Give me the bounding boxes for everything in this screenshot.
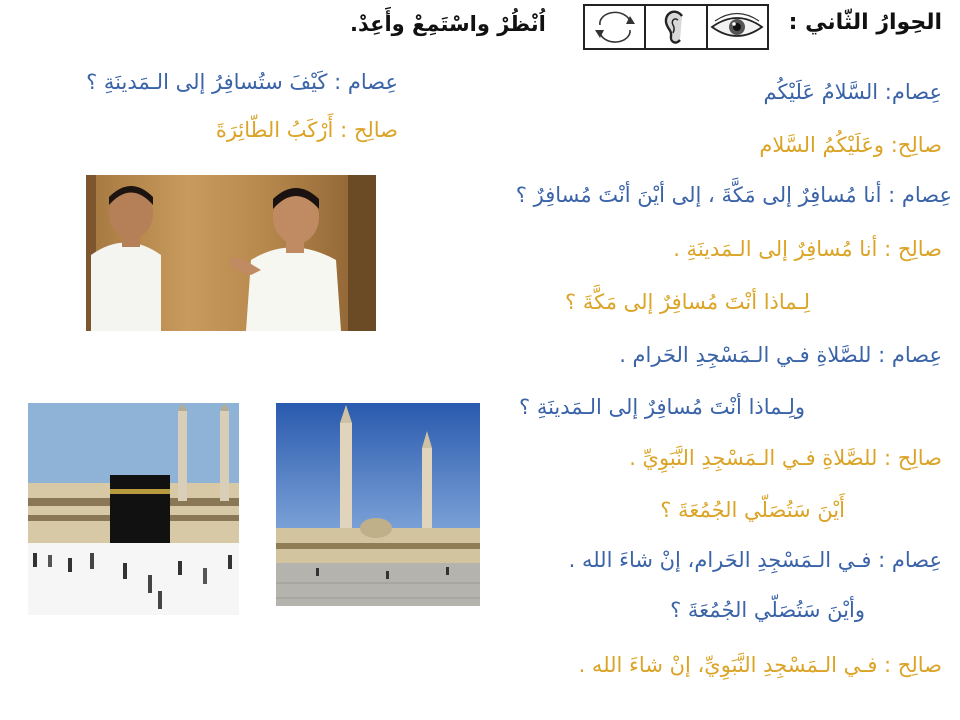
dialogue-line-9: أَيْنَ سَتُصَلّي الجُمُعَةَ ؟ [660, 498, 845, 522]
eye-icon [706, 6, 767, 48]
dialogue-line-1: عِصام: السَّلامُ عَلَيْكُم [763, 80, 942, 104]
photo-kaaba-masjid-al-haram [28, 403, 239, 615]
instruction-icons [583, 4, 769, 50]
dialogue-line-3: عِصام : أنا مُسافِرٌ إلى مَكَّةَ ، إلى أيْنَ أنْتَ مُسافِرٌ ؟ [515, 183, 952, 207]
dialogue-line-2: صالِح: وعَلَيْكُمُ السَّلام [759, 133, 942, 157]
dialogue-line-4: صالِح : أنا مُسافِرٌ إلى الـمَدينَةِ . [673, 237, 942, 261]
photo-two-men-talking [86, 175, 376, 331]
photo-masjid-an-nabawi [276, 403, 480, 606]
repeat-icon [585, 6, 644, 48]
dialogue-line-11: وأيْنَ سَتُصَلّي الجُمُعَةَ ؟ [670, 598, 865, 622]
left-dialogue-line-2: صالِح : أَرْكَبُ الطّائِرَةَ [215, 118, 398, 142]
page-title: الحِوارُ الثّاني : [788, 10, 942, 35]
dialogue-line-6: عِصام : للصَّلاةِ فـي الـمَسْجِدِ الحَرام . [619, 343, 942, 367]
instruction-text: اُنْظُرْ واسْتَمِعْ وأَعِدْ. [350, 12, 546, 36]
dialogue-line-5: لِـماذا أنْتَ مُسافِرٌ إلى مَكَّةَ ؟ [565, 290, 810, 314]
dialogue-line-7: ولِـماذا أنْتَ مُسافِرٌ إلى الـمَدينَةِ ؟ [519, 395, 805, 419]
ear-icon [644, 6, 705, 48]
left-dialogue-line-1: عِصام : كَيْفَ ستُسافِرُ إلى الـمَدينَةِ ؟ [86, 70, 398, 94]
dialogue-line-12: صالِح : فـي الـمَسْجِدِ النَّبَوِيِّ، إنْ شاءَ الله . [578, 653, 942, 677]
dialogue-line-8: صالِح : للصَّلاةِ فـي الـمَسْجِدِ النَّبَوِيِّ . [629, 446, 942, 470]
dialogue-line-10: عِصام : فـي الـمَسْجِدِ الحَرام، إنْ شاءَ الله . [568, 548, 942, 572]
